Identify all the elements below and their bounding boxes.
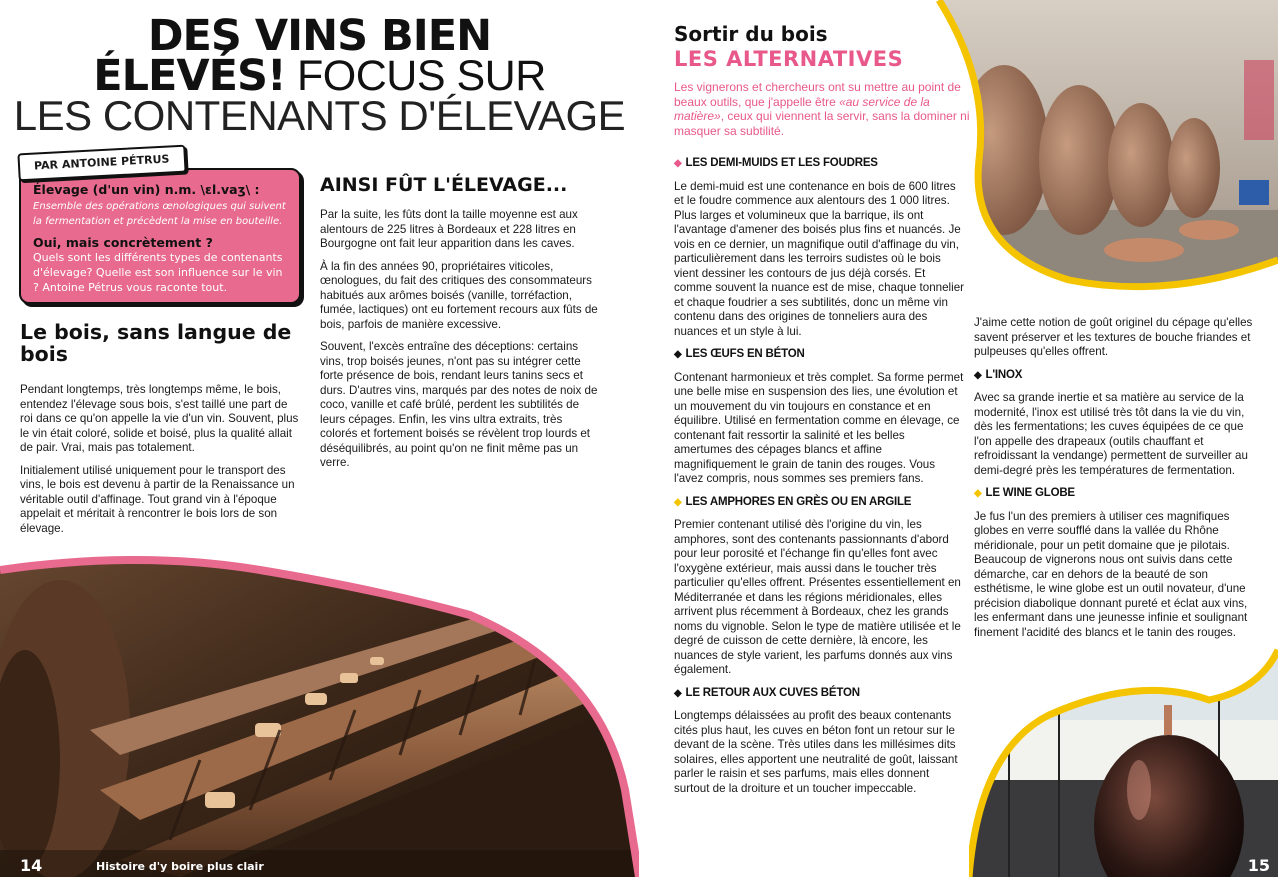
column-2-intro: J'aime cette notion de goût originel du cépage qu'elles savent préserver et les textures de bouche friandes et pulpeuses qu'elles offrent.	[974, 316, 1253, 358]
intro-part-b: , ceux qui viennent la servir, sans la dominer ni masquer sa subtilité.	[674, 109, 970, 138]
sections-column-2	[974, 316, 1254, 648]
right-title-line-2: LES ALTERNATIVES	[674, 47, 904, 71]
diamond-icon: ◆	[674, 158, 682, 169]
section-text: Longtemps délaissées au profit des beaux contenants cités plus haut, les cuves en béton font un retour sur le devant de la scène. Très utiles dans les millésimes dits solaires, elles apportent une neutralité de goût, laissant parler le raisin et ses parfums, mais elles donnent surtout de la droiture et un toucher impeccable.	[674, 709, 958, 795]
fut-paragraph-1: Par la suite, les fûts dont la taille moyenne est aux alentours de 225 litres à Bordeaux et 228 litres en Bourgogne ont fait leur apparition dans les caves.	[320, 208, 578, 250]
page-number-left: 14	[20, 856, 43, 875]
intro-emphasis: «au service de la matière»	[674, 94, 930, 123]
bois-column	[20, 383, 300, 544]
fut-heading: AINSI FÛT L'ÉLEVAGE...	[320, 174, 568, 196]
bois-heading: Le bois, sans langue de bois	[20, 320, 292, 366]
sections-column-1	[674, 156, 964, 804]
diamond-icon: ◆	[674, 496, 682, 508]
section-amphores	[674, 495, 964, 678]
definition-text: Ensemble des opérations œnologiques qui suivent la fermentation et précèdent la mise en bouteille.	[33, 201, 286, 227]
page-number-right: 15	[1247, 856, 1270, 875]
fut-column	[320, 208, 602, 479]
section-title: LE RETOUR AUX CUVES BÉTON	[685, 686, 860, 699]
section-demi-muids	[674, 156, 964, 339]
section-text: Je fus l'un des premiers à utiliser ces magnifiques globes en verre soufflé dans la vallée du Rhône méridionale, pour un petit domaine que je pilotais. Beaucoup de vignerons nous ont suivis dans cette démarche, car en dehors de la beauté de son esthétisme, le wine globe est un outil novateur, d'une précision diabolique donnant pureté et éclat aux vins, les enfermant dans une jeunesse infinie et soulignant finement l'acidité des blancs et le tanin des rouges.	[974, 509, 1248, 639]
section-inox	[974, 368, 1254, 479]
intro-text	[674, 80, 974, 138]
definition-box	[19, 168, 301, 304]
section-title: LE WINE GLOBE	[985, 487, 1075, 499]
byline: PAR ANTOINE PÉTRUS	[17, 145, 186, 182]
question-text: Quels sont les différents types de contenants d'élevage? Quelle est son influence sur le vin ? Antoine Pétrus vous raconte tout.	[33, 251, 283, 294]
fut-paragraph-2: À la fin des années 90, propriétaires viticoles, œnologues, du fait des critiques des consommateurs habitués aux arômes boisés (vanille, torréfaction, fumée, lactiques) ont eu fortement recours aux fûts de bois, parfois de manière excessive.	[320, 259, 598, 331]
bois-paragraph-1: Pendant longtemps, très longtemps même, le bois, entendez l'élevage sous bois, s'est taillé une part de roi dans ce qu'on appelle la vie d'un vin. Souvent, plus le vin était coloré, solide et boisé, plus la qualité allait de pair. Vrai, mais pas totalement.	[20, 383, 299, 454]
running-head: Histoire d'y boire plus clair	[96, 860, 264, 873]
section-text: Le demi-muid est une contenance en bois de 600 litres et le foudre commence aux alentours des 1 000 litres. Plus larges et volumineux que la barrique, ils ont l'avantage d'amener des boisés plus fins et nuancés. Je vois en ce dernier, un magnifique outil d'affinage du vin, particulièrement dans les terroirs sudistes où le bois vient dessiner les contours de jus déjà corsés. Et comme souvent la nuance est de mise, chaque tonnelier et chaque foudrier a ses subtilités, donc un même vin contenu dans des origines de tonneliers aura des nuances et un style à lui.	[674, 179, 965, 338]
question-title: Oui, mais concrètement ?	[33, 235, 213, 250]
title-line-2b: FOCUS SUR	[285, 52, 546, 100]
intro-part-a: Les vignerons et chercheurs ont su mettre au point de beaux outils, que j'appelle être	[674, 80, 961, 109]
title-line-2	[0, 51, 639, 101]
section-title: LES DEMI-MUIDS ET LES FOUDRES	[685, 157, 878, 169]
section-text: Avec sa grande inertie et sa matière au service de la modernité, l'inox est utilisé très tôt dans la vie du vin, dès les fermentations; les cuves équipées de ce que l'on appelle des drapeaux (outils chauffant et refroidissant la vendange) permettent de surveiller au demi-degré près les températures de fermentation.	[974, 391, 1248, 477]
barrel-cellar-photo	[0, 530, 639, 877]
title-line-1: DES VINS BIEN	[147, 11, 492, 61]
diamond-icon: ◆	[674, 687, 682, 699]
diamond-icon: ◆	[674, 349, 682, 360]
section-title: LES ŒUFS EN BÉTON	[685, 348, 805, 360]
section-title: LES AMPHORES EN GRÈS OU EN ARGILE	[685, 495, 912, 508]
diamond-icon: ◆	[974, 369, 982, 381]
section-text: Premier contenant utilisé dès l'origine du vin, les amphores, sont des contenants passionnants d'abord pour leur porosité et l'échange fin qu'elles font avec l'oxygène extérieur, mais aussi dans le toucher très particulier qu'elles offrent. Présentes essentiellement en Méditerranée et dans les régions méridionales, elles arrivent plus récemment à Bordeaux, chez les grands noms du vignoble. Selon le type de matière utilisée et le degré de cuisson de cette dernière, là encore, les nuances de style varient, les parfums donnés aux vins également.	[674, 518, 961, 676]
wine-globe-photo	[969, 630, 1278, 877]
section-cuves-beton	[674, 686, 964, 797]
title-line-3: LES CONTENANTS D'ÉLEVAGE	[13, 92, 626, 139]
section-text: Contenant harmonieux et très complet. Sa forme permet une belle mise en suspension des lies, une évolution et un mouvement du vin toujours en constance et en équilibre. Utilisé en fermentation comme en élevage, ce contenant fait ressortir la salinité et les belles amertumes des cépages blancs et affine magnifiquement le grain de tanin des rouges. Vous l'avez compris, nous sommes ses premiers fans.	[674, 370, 964, 485]
right-title-line-1: Sortir du bois	[674, 22, 828, 46]
diamond-icon: ◆	[974, 488, 982, 499]
fut-paragraph-3: Souvent, l'excès entraîne des déceptions: certains vins, trop boisés jeunes, n'ont pas su intégrer cette forte présence de bois, rendant leurs tanins secs et durs. D'autres vins, marqués par des notes de noix de coco, vanille et café brûlé, perdent les subtilités de leurs cépages. Enfin, les vins ultra extraits, très colorés et fortement boisés se révèlent trop lourds et déséquilibrés, au point qu'on ne finit même pas un verre.	[320, 340, 598, 469]
amphora-photo	[909, 0, 1278, 300]
section-title: L'INOX	[985, 368, 1023, 381]
title-line-2a: ÉLEVÉS!	[93, 51, 286, 101]
section-oeufs-beton	[674, 347, 964, 487]
bois-paragraph-2: Initialement utilisé uniquement pour le transport des vins, le bois est devenu à partir de la Renaissance un véritable outil d'affinage. Tout grand vin à l'époque appelait et méritait à rencontrer le bois lors de son élevage.	[20, 463, 295, 535]
right-page	[639, 0, 1278, 877]
section-wine-globe	[974, 486, 1254, 640]
definition-title: Élevage (d'un vin) n.m. \ɛl.vaʒ\ :	[33, 182, 260, 197]
